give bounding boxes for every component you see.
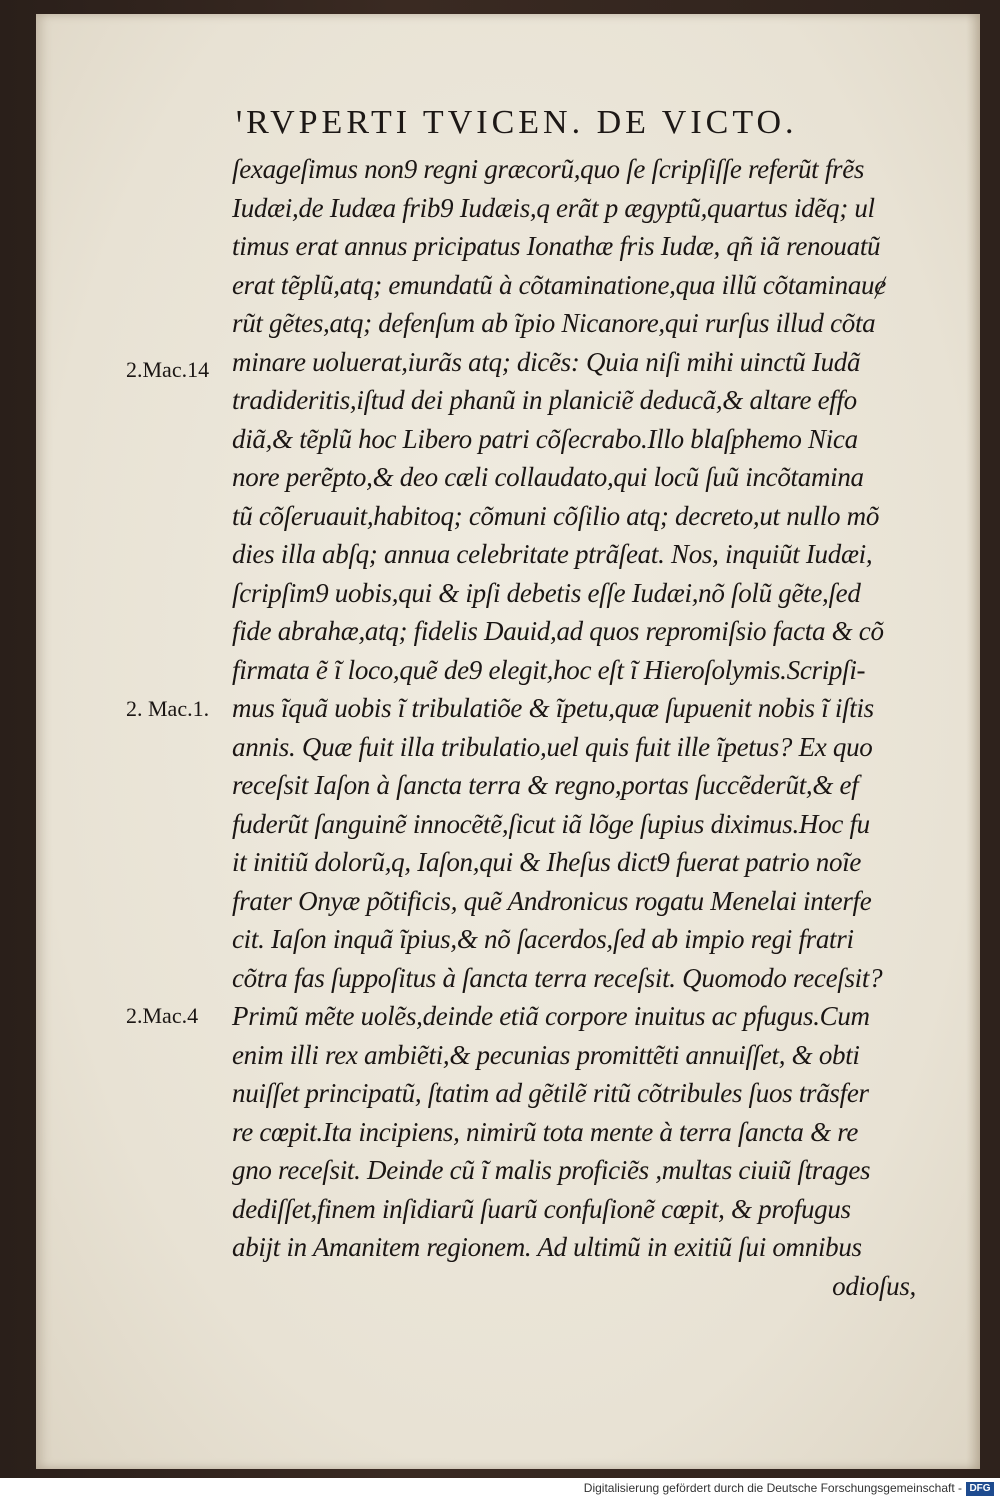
- text-line: dies illa abſq; annua celebritate ptrãſeat. Nos, inquiũt Iudæi,: [232, 539, 873, 569]
- text-line: cit. Iaſon inquã ĩpius,& nõ ſacerdos,ſed ab impio regi fratri: [232, 924, 854, 954]
- text-line: Primũ mẽte uolẽs,deinde etiã corpore inuitus ac pfugus.Cum: [232, 1001, 870, 1031]
- funding-credit: Digitalisierung gefördert durch die Deutsche Forschungsgemeinschaft -: [583, 1481, 962, 1495]
- text-line: rũt gẽtes,atq; defenſum ab ĩpio Nicanore,qui rurſus illud cõta: [232, 308, 876, 338]
- text-line: minare uoluerat,iurãs atq; dicẽs: Quia niſi mihi uinctũ Iudã: [232, 346, 861, 377]
- margin-note: 2.Mac.4: [126, 1003, 199, 1028]
- text-line: timus erat annus pricipatus Ionathæ fris Iudæ, qñ iã renouatũ: [232, 231, 881, 261]
- text-line: it initiũ dolorũ,q, Iaſon,qui & Ihеſus dict9 fuerat patrio noĩe: [232, 847, 862, 877]
- text-line: frater Onyæ põtificis, quẽ Andronicus rogatu Menelai interfe: [232, 885, 872, 916]
- text-line: nore perẽpto,& deo cæli collaudato,qui locũ ſuũ incõtamina: [232, 462, 864, 492]
- text-line: dediſſet,finem inſidiarũ ſuarũ confuſionẽ cœpit, & profugus: [232, 1193, 851, 1224]
- text-line: mus ĩquã uobis ĩ tribulatiõe & ĩpetu,quæ ſupuenit nobis ĩ iſtis: [232, 693, 874, 723]
- digitization-footer: [0, 1478, 1000, 1501]
- body-text: [232, 150, 932, 1305]
- text-line: annis. Quæ fuit illa tribulatio,uel quis fuit ille ĩpetus? Ex quo: [232, 731, 873, 762]
- dfg-logo-icon: DFG: [966, 1482, 994, 1496]
- running-title: ꞌRVPERTI TVICEN. DE VICTO.: [236, 104, 798, 141]
- margin-note: 2. Mac.1.: [126, 696, 210, 721]
- text-line: receſsit Iaſon à ſancta terra & regno,portas ſuccẽderũt,& ef: [232, 770, 859, 800]
- text-line: firmata ẽ ĩ loco,quẽ de9 elegit,hoc eſt ĩ Hieroſolymis.Scripſi-: [232, 654, 866, 685]
- text-line: enim illi rex ambiẽti,& pecunias promittẽti annuiſſet, & obti: [232, 1039, 860, 1070]
- text-line: fide abrahæ,atq; fidelis Dauid,ad quos repromiſsio facta & cõ: [232, 616, 884, 646]
- text-line: ſcripſim9 uobis,qui & ipſi debetis eſſe Iudæi,nõ ſolũ gẽte,ſed: [232, 577, 861, 608]
- text-line: erat tẽplũ,atq; emundatũ à cõtaminatione,qua illũ cõtaminauɇ: [232, 269, 886, 300]
- text-line: ſexageſimus non9 regni græcorũ,quo ſe ſcripſiſſe referũt frẽs: [232, 154, 865, 184]
- text-line: gno receſsit. Deinde cũ ĩ malis proficiẽs ,multas ciuiũ ſtrages: [232, 1155, 871, 1185]
- text-line: fuderũt ſanguinẽ innocẽtẽ,ſicut iã lõge ſupius diximus.Hoc fu: [232, 808, 870, 839]
- margin-note: 2.Mac.14: [126, 357, 210, 382]
- text-line: nuiſſet principatũ, ſtatim ad gẽtilẽ ritũ cõtribules ſuos trãsfer: [232, 1078, 869, 1108]
- text-line: abijt in Amanitem regionem. Ad ultimũ in exitiũ ſui omnibus: [232, 1232, 862, 1262]
- catchword-line: odioſus,: [832, 1270, 916, 1301]
- text-line: diã,& tẽplũ hoc Libero patri cõſecrabo.Illo blaſphemo Nica: [232, 423, 858, 454]
- text-line: re cœpit.Ita incipiens, nimirũ tota mente à terra ſancta & re: [232, 1116, 859, 1147]
- text-line: Iudæi,de Iudæa frib9 Iudæis,q erãt p ægyptũ,quartus idẽq; ul: [232, 192, 875, 223]
- text-line: tũ cõſeruauit,habitoq; cõmuni cõſilio atq; decreto,ut nullo mõ: [232, 500, 880, 531]
- text-line: cõtra fas ſuppoſitus à ſancta terra receſsit. Quomodo receſsit?: [232, 962, 883, 993]
- text-line: tradideritis,iſtud dei phanũ in planiciẽ deducã,& altare effo: [232, 385, 857, 415]
- page-edge-shadow: [966, 14, 980, 1469]
